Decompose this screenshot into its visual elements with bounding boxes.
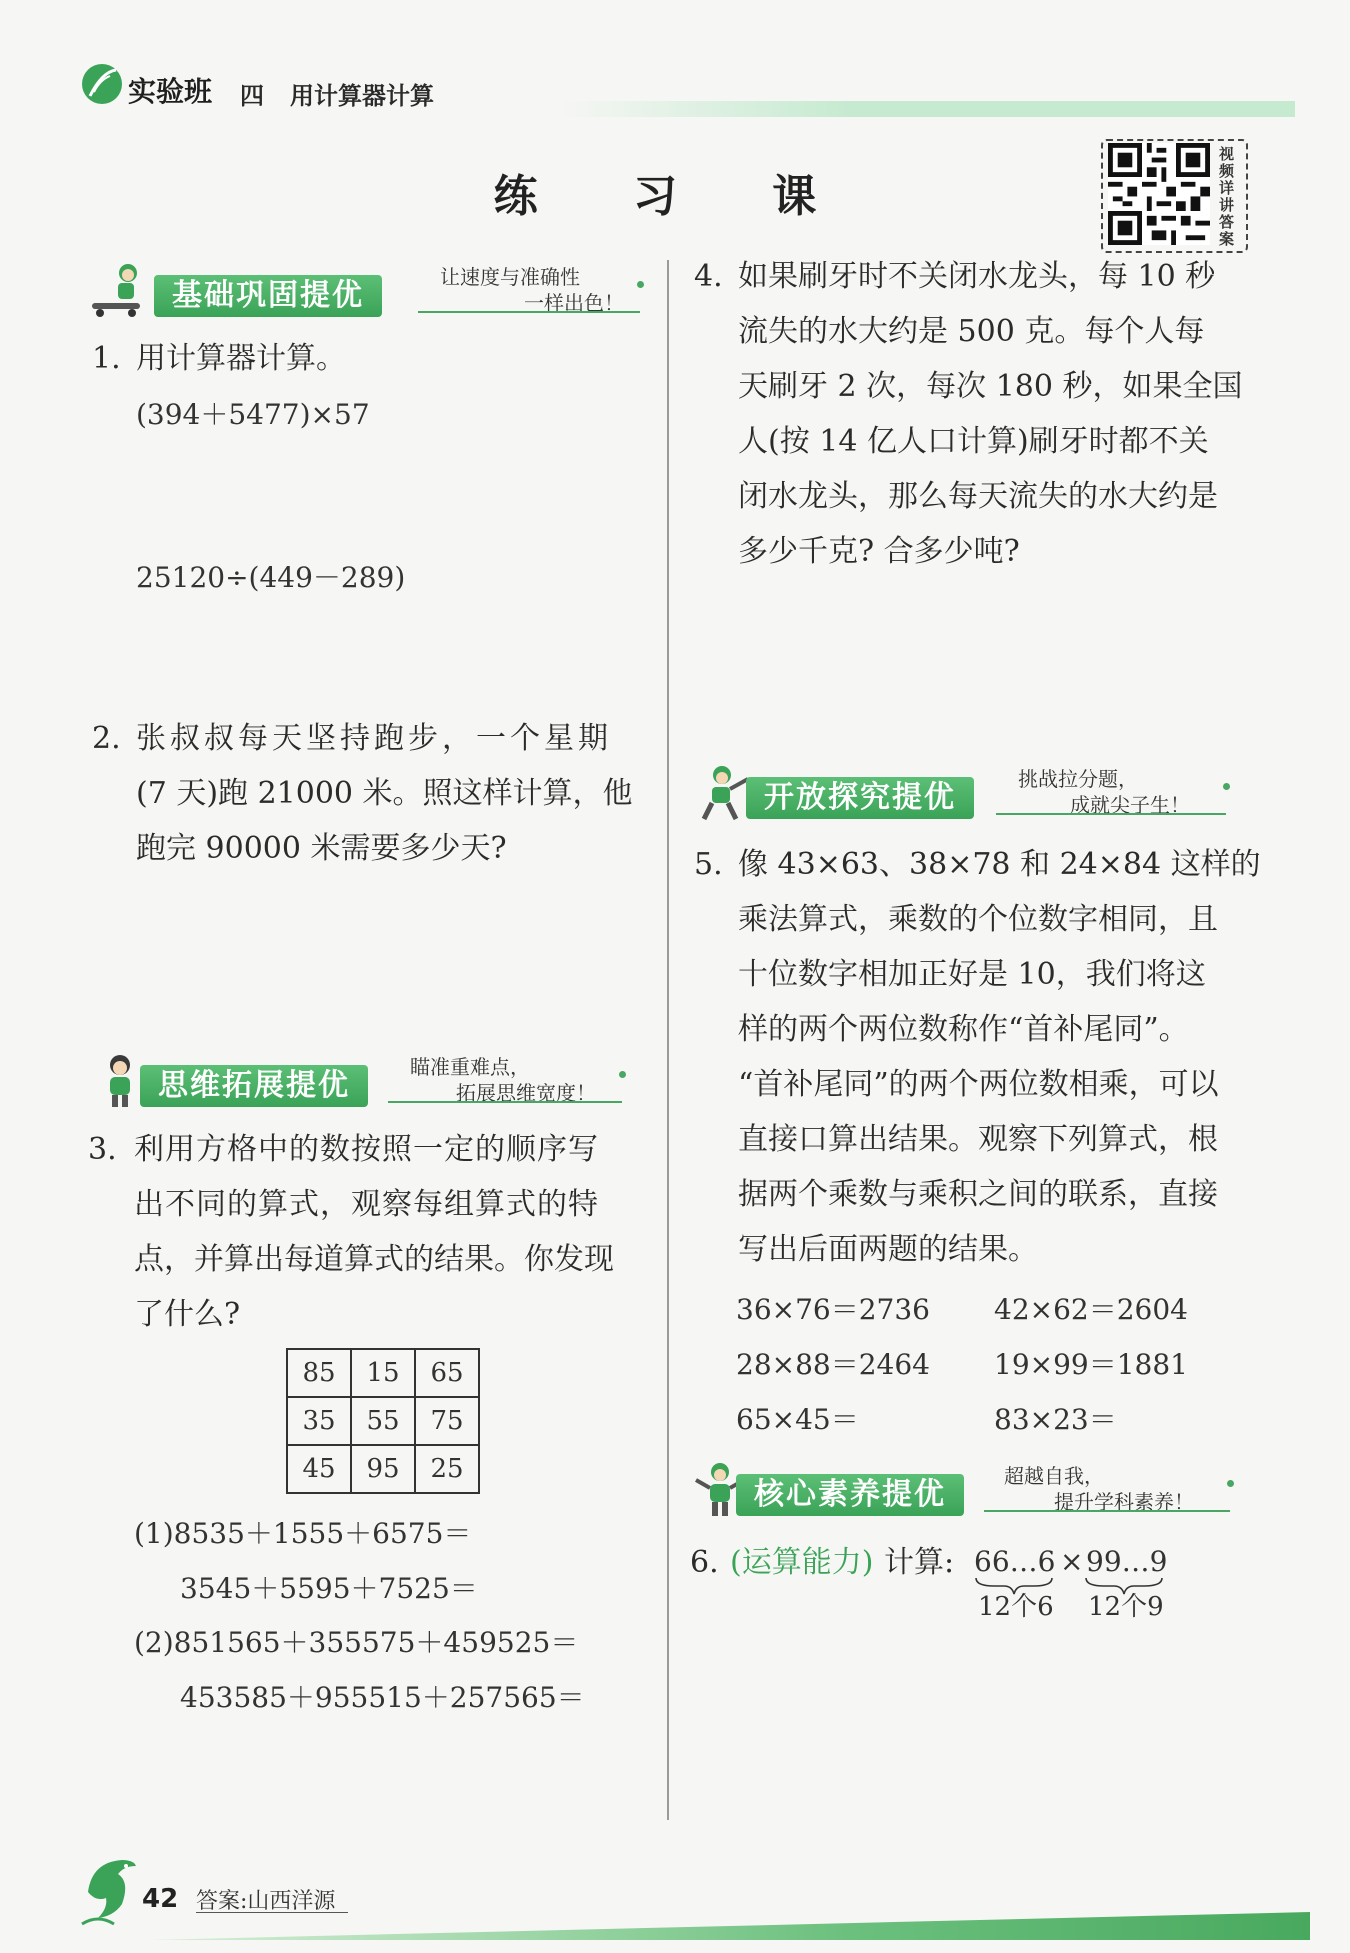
grid-cell: 25 bbox=[415, 1445, 479, 1493]
brand-name: 实验班 bbox=[128, 75, 213, 108]
q5-eq: 36×76＝2736 bbox=[736, 1293, 930, 1326]
grid-cell: 45 bbox=[287, 1445, 351, 1493]
section-title: 开放探究提优 bbox=[746, 777, 974, 819]
q3-line-2: 出不同的算式，观察每组算式的特 bbox=[134, 1187, 599, 1222]
skateboard-kid-icon bbox=[88, 259, 152, 323]
q6-tag: (运算能力) bbox=[730, 1545, 874, 1580]
answer-underline bbox=[196, 1912, 348, 1913]
q4-line-5: 闭水龙头，那么每天流失的水大约是 bbox=[738, 479, 1218, 514]
grid-cell: 95 bbox=[351, 1445, 415, 1493]
q5-line-2: 乘法算式，乘数的个位数字相同，且 bbox=[738, 902, 1218, 937]
section-banner-basic bbox=[88, 265, 648, 317]
q3-part1-b: 3545＋5595＋7525＝ bbox=[180, 1572, 478, 1605]
q2-line-2: (7 天)跑 21000 米。照这样计算，他 bbox=[136, 776, 633, 811]
section-tip-2: 成就尖子生！ bbox=[1070, 793, 1190, 817]
grid-row bbox=[287, 1349, 479, 1397]
q2-line-1: 张叔叔每天坚持跑步，一个星期 bbox=[136, 721, 612, 756]
section-tip-2: 提升学科素养！ bbox=[1054, 1490, 1194, 1514]
section-dot bbox=[619, 1071, 626, 1078]
header-band bbox=[560, 101, 1295, 117]
q5-line-8: 写出后面两题的结果。 bbox=[738, 1232, 1038, 1267]
q1-expr-2: 25120÷(449－289) bbox=[136, 561, 406, 594]
section-tip-1: 瞄准重难点， bbox=[410, 1055, 530, 1079]
section-title: 核心素养提优 bbox=[736, 1474, 964, 1516]
leaf-logo-icon bbox=[80, 62, 124, 106]
q5-line-7: 据两个乘数与乘积之间的联系，直接 bbox=[738, 1177, 1218, 1212]
section-underline bbox=[984, 1510, 1230, 1512]
grid-cell: 65 bbox=[415, 1349, 479, 1397]
q4-line-4: 人(按 14 亿人口计算)刷牙时都不关 bbox=[738, 424, 1209, 459]
q3-line-3: 点，并算出每道算式的结果。你发现 bbox=[134, 1242, 614, 1277]
q6-label-2: 12个9 bbox=[1088, 1592, 1164, 1622]
section-tip-2: 拓展思维宽度！ bbox=[456, 1081, 596, 1105]
grid-row bbox=[287, 1397, 479, 1445]
chapter-title: 用计算器计算 bbox=[290, 82, 434, 110]
q2-number: 2. bbox=[92, 721, 121, 756]
q3-number: 3. bbox=[88, 1132, 117, 1167]
page-title: 练 习 课 bbox=[493, 171, 857, 222]
q1-number: 1. bbox=[92, 341, 121, 376]
column-divider bbox=[667, 260, 669, 1820]
section-banner-core bbox=[688, 1464, 1248, 1516]
q4-line-3: 天刷牙 2 次，每次 180 秒，如果全国 bbox=[738, 369, 1243, 404]
q1-expr-1: (394＋5477)×57 bbox=[136, 398, 370, 431]
section-underline bbox=[996, 813, 1226, 815]
q6-factor-1: 66…6 bbox=[974, 1545, 1056, 1578]
section-dot bbox=[1227, 1480, 1234, 1487]
page-number: 42 bbox=[142, 1884, 179, 1914]
section-tip-1: 让速度与准确性 bbox=[440, 265, 580, 289]
q6-times: × bbox=[1060, 1545, 1084, 1578]
q5-line-4: 样的两个两位数称作“首补尾同”。 bbox=[738, 1012, 1189, 1047]
q3-line-4: 了什么? bbox=[134, 1297, 241, 1332]
section-underline bbox=[418, 311, 640, 313]
q3-part2-b: 453585＋955515＋257565＝ bbox=[180, 1681, 585, 1714]
grid-cell: 35 bbox=[287, 1397, 351, 1445]
q1-text: 用计算器计算。 bbox=[136, 341, 346, 376]
dolphin-icon bbox=[78, 1852, 140, 1928]
section-banner-thinking bbox=[88, 1055, 648, 1107]
q2-line-3: 跑完 90000 米需要多少天? bbox=[136, 831, 507, 866]
section-title: 思维拓展提优 bbox=[140, 1065, 368, 1107]
grid-row bbox=[287, 1445, 479, 1493]
grid-cell: 85 bbox=[287, 1349, 351, 1397]
q5-eq: 65×45＝ bbox=[736, 1403, 859, 1436]
section-tip-1: 超越自我， bbox=[1004, 1464, 1104, 1488]
q4-line-6: 多少千克? 合多少吨? bbox=[738, 534, 1020, 569]
q6-factor-2: 99…9 bbox=[1086, 1545, 1168, 1578]
number-grid bbox=[286, 1348, 480, 1494]
q5-eq: 83×23＝ bbox=[994, 1403, 1117, 1436]
q3-line-1: 利用方格中的数按照一定的顺序写 bbox=[134, 1132, 599, 1167]
q5-number: 5. bbox=[694, 847, 723, 882]
section-title: 基础巩固提优 bbox=[154, 275, 382, 317]
q4-line-2: 流失的水大约是 500 克。每个人每 bbox=[738, 314, 1205, 349]
section-dot bbox=[1223, 783, 1230, 790]
section-banner-open bbox=[692, 767, 1252, 819]
section-underline bbox=[388, 1101, 622, 1103]
q6-number: 6. bbox=[690, 1545, 719, 1580]
q6-label-1: 12个6 bbox=[978, 1592, 1054, 1622]
q3-part2-a: (2)851565＋355575＋459525＝ bbox=[134, 1626, 579, 1659]
section-dot bbox=[637, 281, 644, 288]
chapter-number: 四 bbox=[240, 82, 264, 110]
q6-text: 计算: bbox=[884, 1545, 955, 1580]
answer-note: 答案:山西洋源 bbox=[196, 1889, 336, 1914]
q5-eq: 28×88＝2464 bbox=[736, 1348, 930, 1381]
section-tip-1: 挑战拉分题， bbox=[1018, 767, 1138, 791]
q5-line-6: 直接口算出结果。观察下列算式，根 bbox=[738, 1122, 1218, 1157]
qr-code-icon[interactable] bbox=[1108, 143, 1210, 245]
q5-eq: 19×99＝1881 bbox=[994, 1348, 1188, 1381]
q3-part1-a: (1)8535＋1555＋6575＝ bbox=[134, 1517, 472, 1550]
q5-line-1: 像 43×63、38×78 和 24×84 这样的 bbox=[738, 847, 1261, 882]
footer-band bbox=[150, 1912, 1310, 1940]
q4-number: 4. bbox=[694, 259, 723, 294]
section-tip-2: 一样出色！ bbox=[524, 291, 624, 315]
q5-eq: 42×62＝2604 bbox=[994, 1293, 1188, 1326]
grid-cell: 75 bbox=[415, 1397, 479, 1445]
grid-cell: 15 bbox=[351, 1349, 415, 1397]
q5-line-3: 十位数字相加正好是 10，我们将这 bbox=[738, 957, 1206, 992]
grid-cell: 55 bbox=[351, 1397, 415, 1445]
q4-line-1: 如果刷牙时不关闭水龙头，每 10 秒 bbox=[738, 259, 1216, 294]
q5-line-5: “首补尾同”的两个两位数相乘，可以 bbox=[738, 1067, 1219, 1102]
qr-caption: 视频详讲答案 bbox=[1219, 145, 1235, 248]
